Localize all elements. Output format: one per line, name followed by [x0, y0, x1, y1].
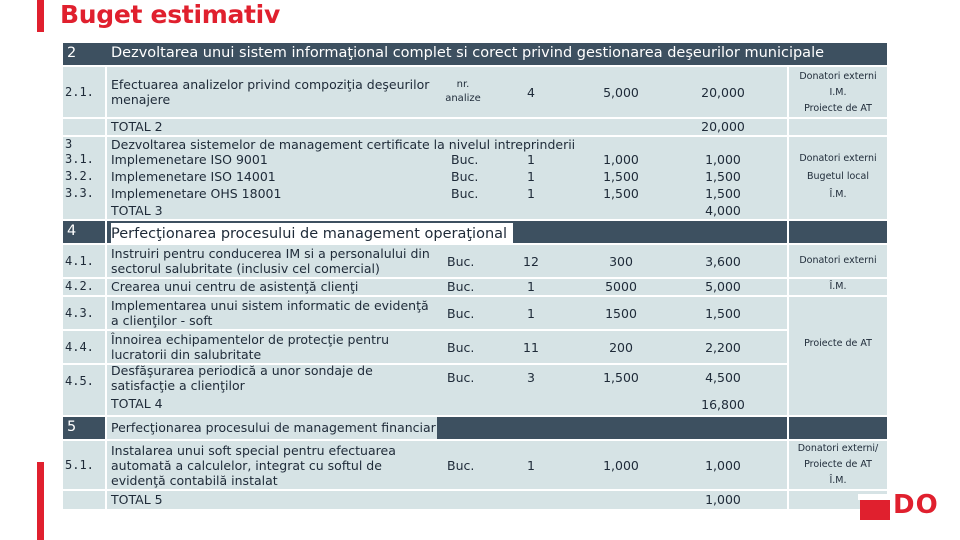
section-number: 5	[67, 419, 77, 435]
row-activity-cont: menajere	[111, 92, 171, 107]
donor-cell-2-1	[789, 67, 887, 117]
row-unit: Buc.	[447, 254, 475, 269]
total-label: TOTAL 2	[111, 119, 163, 134]
donor-line: Donatori externi	[799, 255, 877, 266]
section-number: 2	[67, 45, 77, 61]
section-block-3	[63, 137, 887, 219]
column-divider	[105, 67, 107, 509]
logo-mark	[858, 494, 892, 522]
donor-line: Proiecte de AT	[804, 459, 872, 470]
row-activity-cont: lucratorii din salubritate	[111, 347, 262, 362]
total-row-5	[63, 491, 887, 509]
donor-line: Donatori externi/	[797, 443, 879, 454]
row-total: 1,000	[705, 458, 741, 473]
row-total: 20,000	[701, 85, 745, 100]
row-activity-cont: satisfacţie a clienţilor	[111, 378, 245, 393]
row-quantity: 1	[527, 152, 535, 167]
row-total: 3,600	[705, 254, 741, 269]
row-number: 4.5.	[65, 374, 94, 388]
total-value: 16,800	[701, 397, 745, 412]
total-label: TOTAL 5	[111, 492, 163, 507]
row-activity: Înnoirea echipamentelor de protecţie pentru	[111, 332, 390, 347]
row-activity: Implemenetare OHS 18001	[111, 186, 282, 201]
row-unit-price: 5000	[605, 279, 637, 294]
row-number: 4.1.	[65, 254, 94, 268]
donor-line: Î.M.	[829, 189, 847, 200]
table-row-4-4	[63, 331, 887, 363]
row-activity-cont: evidenţă contabilă instalat	[111, 473, 278, 488]
table-row-2-1	[63, 67, 887, 117]
row-quantity: 12	[523, 254, 539, 269]
row-unit-price: 1,000	[603, 458, 639, 473]
row-quantity: 1	[527, 279, 535, 294]
accent-bar-bottom	[37, 462, 44, 540]
row-quantity: 1	[527, 169, 535, 184]
donor-cell-4-2	[789, 279, 887, 295]
row-unit-price: 1,500	[603, 169, 639, 184]
donor-line: Î.M.	[829, 475, 847, 486]
section-title: Perfecţionarea procesului de management financiar	[107, 417, 437, 439]
donor-line: Donatori externi	[799, 71, 877, 82]
total-row-2	[63, 119, 887, 135]
row-unit: Buc.	[447, 279, 475, 294]
row-unit: Buc.	[447, 458, 475, 473]
row-unit: Buc.	[447, 370, 475, 385]
donor-line: I.M.	[829, 87, 847, 98]
total-value: 20,000	[701, 119, 745, 134]
row-total: 1,500	[705, 186, 741, 201]
row-total: 4,500	[705, 370, 741, 385]
row-activity: Implemenetare ISO 9001	[111, 152, 268, 167]
row-unit: Buc.	[447, 306, 475, 321]
row-unit: Buc.	[451, 169, 479, 184]
section-title: Dezvoltarea unui sistem informaţional complet si corect privind gestionarea deşeurilor municipale	[111, 45, 825, 61]
donor-line: Bugetul local	[807, 171, 869, 182]
total-label: TOTAL 3	[111, 203, 163, 218]
row-activity: Implemenetare ISO 14001	[111, 169, 276, 184]
row-unit-price: 5,000	[603, 85, 639, 100]
row-unit-price: 1,500	[603, 370, 639, 385]
row-total: 5,000	[705, 279, 741, 294]
row-total: 1,500	[705, 169, 741, 184]
row-quantity: 1	[527, 186, 535, 201]
donor-cell-5-1	[789, 441, 887, 489]
table-row-4-2	[63, 279, 887, 295]
donor-line: Donatori externi	[799, 153, 877, 164]
row-total: 2,200	[705, 340, 741, 355]
donor-line: Proiecte de AT	[804, 103, 872, 114]
donor-line: Î.M.	[829, 281, 847, 292]
donor-cell-3	[789, 137, 887, 219]
table-row-4-3	[63, 297, 887, 329]
row-quantity: 4	[527, 85, 535, 100]
row-number: 3.3.	[65, 186, 94, 200]
row-total: 1,000	[705, 152, 741, 167]
row-activity: Instalarea unui soft special pentru efectuarea	[111, 443, 396, 458]
row-activity: Efectuarea analizelor privind compoziţia deşeurilor	[111, 77, 430, 92]
row-number: 4.3.	[65, 306, 94, 320]
page-title: Buget estimativ	[60, 0, 280, 29]
donor-cell-4-3-4-5	[789, 297, 887, 395]
row-activity: Instruiri pentru conducerea IM si a personalului din	[111, 246, 430, 261]
section-header-2	[63, 43, 887, 65]
row-activity-cont: sectorul salubritate (inclusiv cel comercial)	[111, 261, 380, 276]
row-unit-cont: analize	[445, 93, 481, 104]
row-quantity: 1	[527, 458, 535, 473]
donor-line: Proiecte de AT	[804, 338, 872, 349]
row-activity-cont: automată a calculelor, integrat cu softul de	[111, 458, 382, 473]
section-title: Dezvoltarea sistemelor de management certificate la nivelul intreprinderii	[111, 137, 576, 152]
row-unit-price: 1,000	[603, 152, 639, 167]
row-number: 4.2.	[65, 279, 94, 293]
row-number: 2.1.	[65, 85, 94, 99]
total-value: 4,000	[705, 203, 741, 218]
row-number: 4.4.	[65, 340, 94, 354]
row-unit: Buc.	[451, 186, 479, 201]
accent-bar-top	[37, 0, 44, 32]
table-row-4-1	[63, 245, 887, 277]
donor-cell-4-1	[789, 245, 887, 277]
row-activity: Desfăşurarea periodică a unor sondaje de	[111, 363, 373, 378]
total-value: 1,000	[705, 492, 741, 507]
row-quantity: 3	[527, 370, 535, 385]
row-number: 5.1.	[65, 458, 94, 472]
table-row-5-1	[63, 441, 887, 489]
bdo-logo: DO	[893, 490, 939, 520]
section-title: Perfecţionarea procesului de management operaţional	[111, 223, 513, 245]
row-unit: Buc.	[447, 340, 475, 355]
row-unit-price: 300	[609, 254, 633, 269]
row-number: 3.1.	[65, 152, 94, 166]
row-unit-price: 1500	[605, 306, 637, 321]
total-label: TOTAL 4	[111, 396, 163, 411]
section-number: 4	[67, 223, 77, 239]
row-unit-price: 1,500	[603, 186, 639, 201]
row-quantity: 1	[527, 306, 535, 321]
row-unit: Buc.	[451, 152, 479, 167]
row-unit-price: 200	[609, 340, 633, 355]
row-activity-cont: a clienţilor - soft	[111, 313, 213, 328]
row-total: 1,500	[705, 306, 741, 321]
row-activity: Crearea unui centru de asistenţă clienţi	[111, 279, 359, 294]
row-unit: nr.	[456, 79, 470, 90]
row-number: 3.2.	[65, 169, 94, 183]
section-number: 3	[65, 137, 73, 151]
row-activity: Implementarea unui sistem informatic de evidenţă	[111, 298, 429, 313]
row-quantity: 11	[523, 340, 539, 355]
